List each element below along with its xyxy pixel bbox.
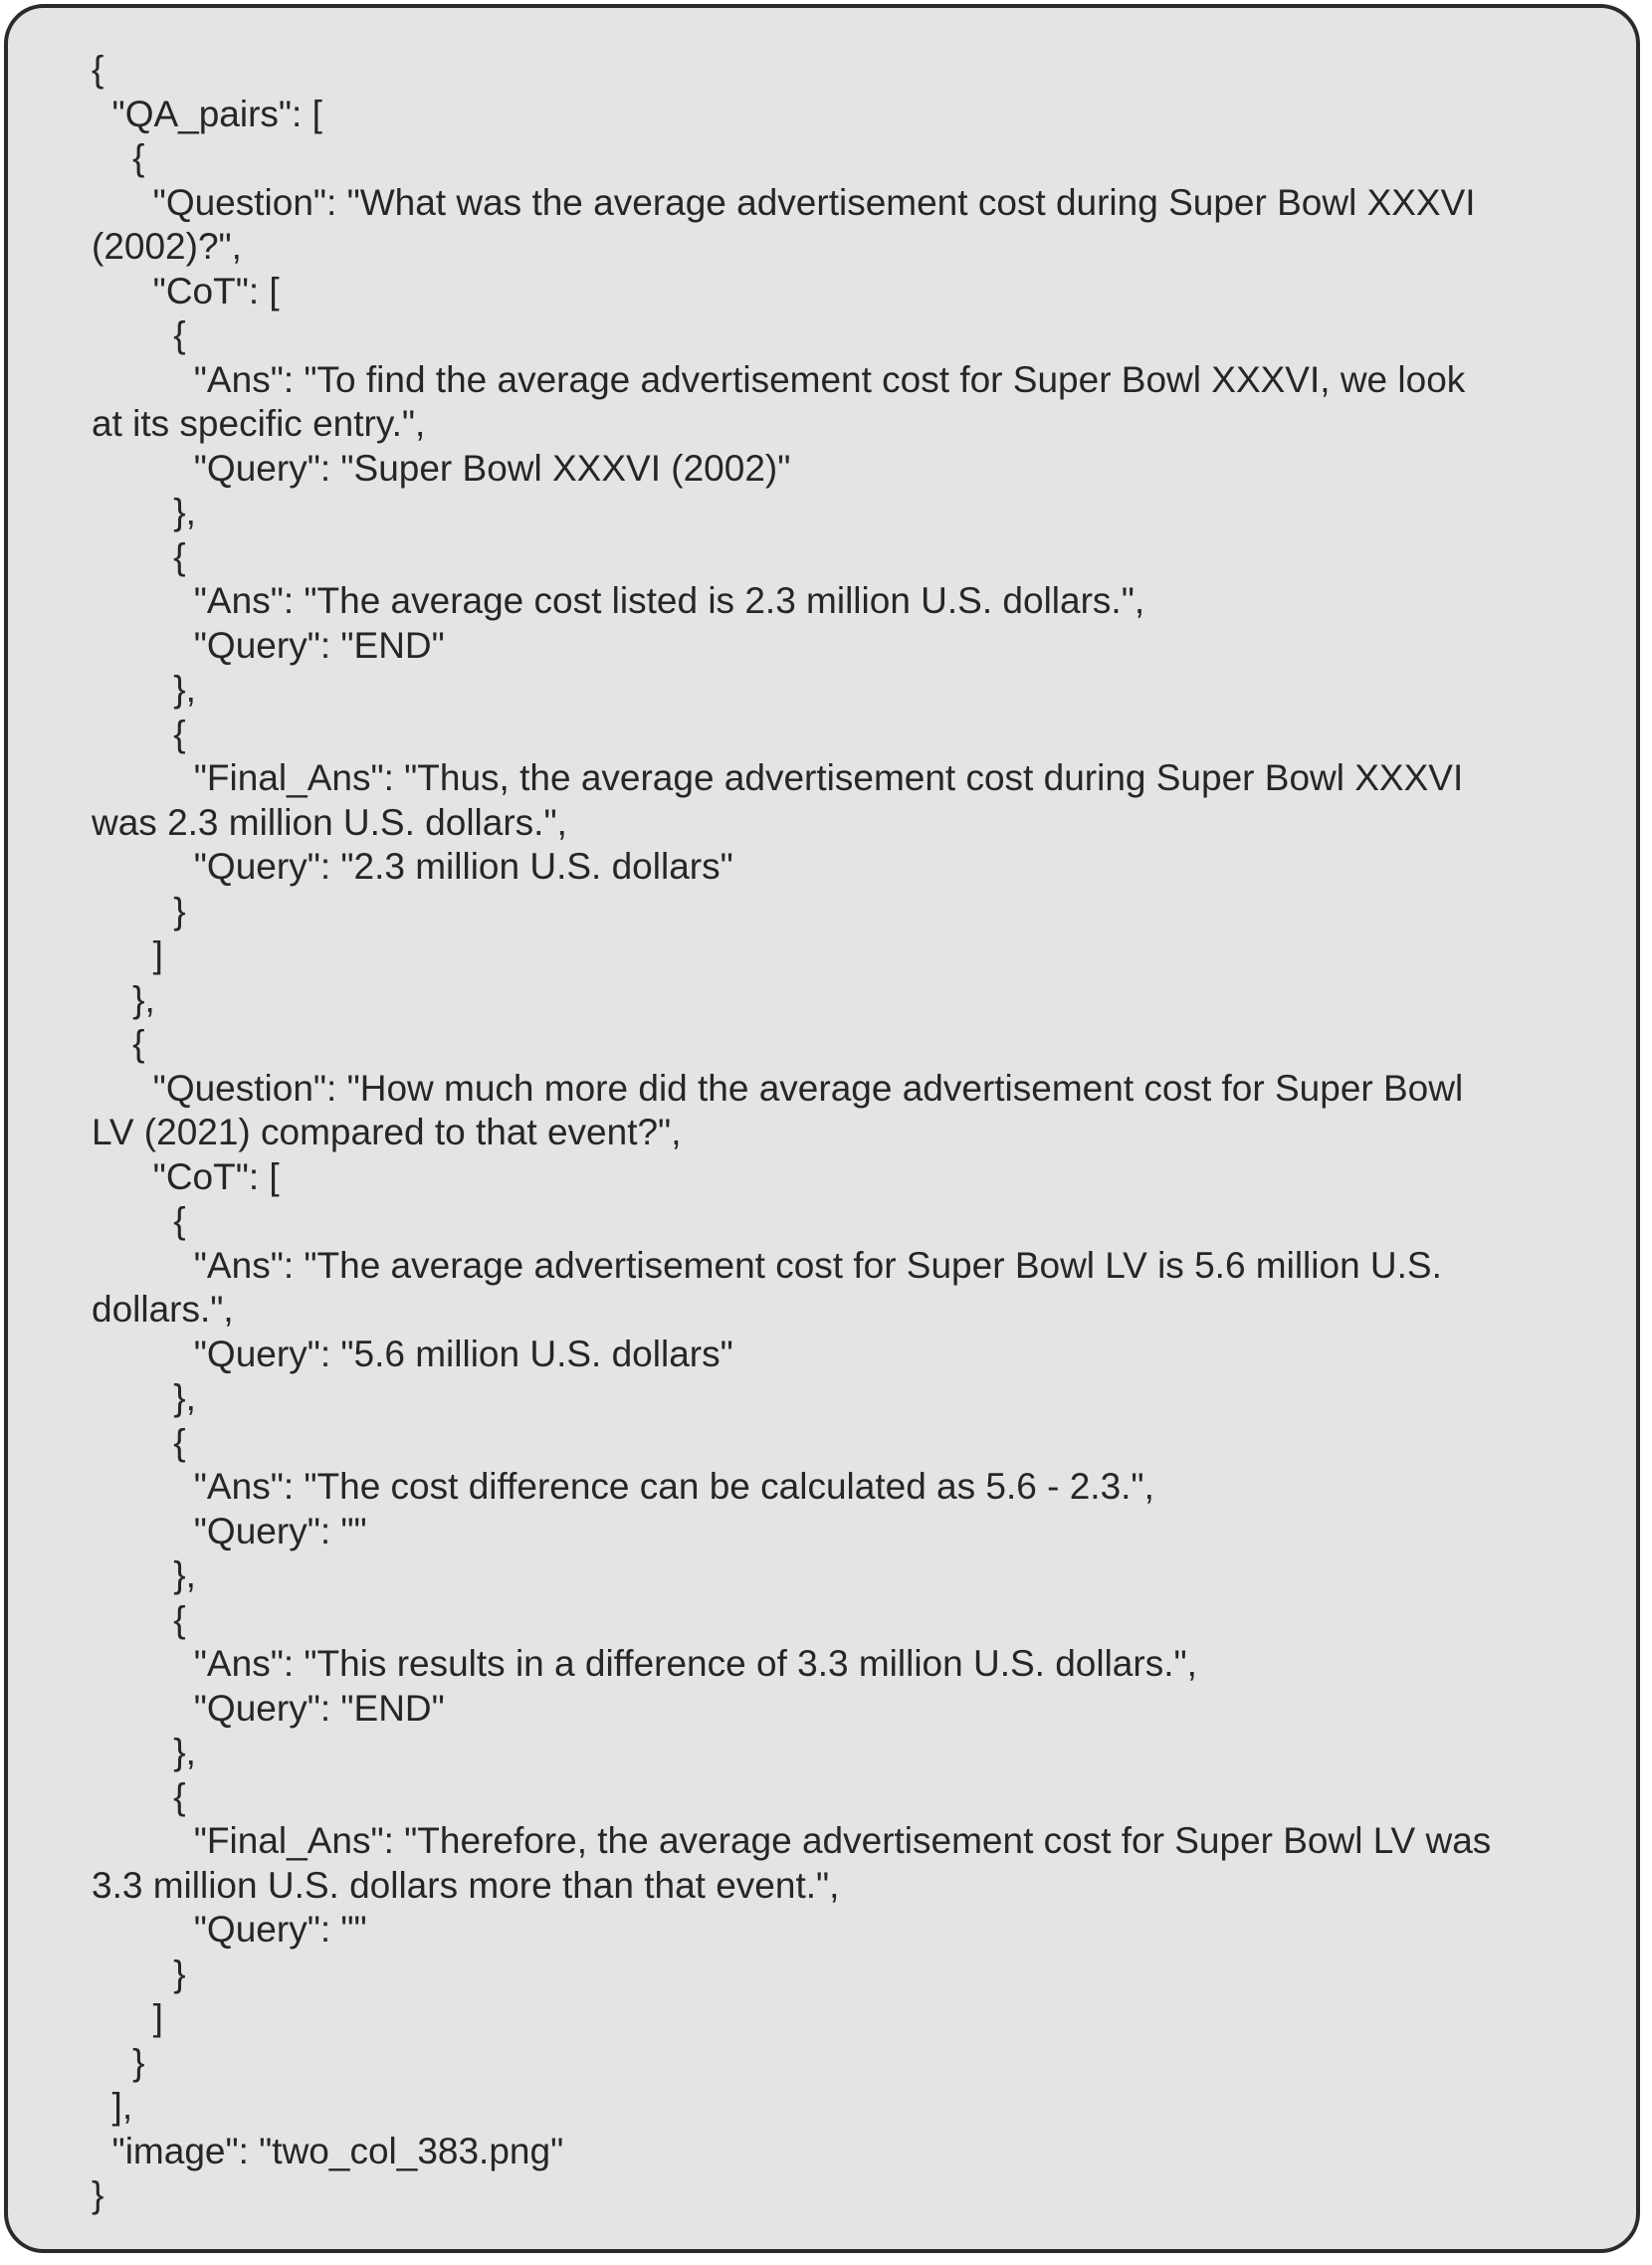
text-line: {	[92, 137, 145, 178]
text-line: },	[92, 978, 155, 1020]
text-line: "Ans": "The average advertisement cost for Super Bowl LV is 5.6 million U.S.	[92, 1244, 1442, 1286]
text-line: {	[92, 713, 186, 754]
text-line: },	[92, 1732, 196, 1772]
text-line: {	[92, 1775, 186, 1817]
text-line: "Query": "5.6 million U.S. dollars"	[92, 1333, 733, 1374]
text-line: "Final_Ans": "Therefore, the average advertisement cost for Super Bowl LV was	[92, 1820, 1492, 1861]
text-line: {	[92, 49, 104, 90]
text-line: {	[92, 535, 186, 577]
text-line: {	[92, 314, 186, 355]
text-line: {	[92, 1598, 186, 1640]
text-line: "Ans": "To find the average advertisement cost for Super Bowl XXXVI, we look	[92, 358, 1466, 400]
text-line: }	[92, 2041, 145, 2083]
text-line: {	[92, 1200, 186, 1241]
json-text-block	[92, 48, 1584, 2218]
text-line: (2002)?",	[92, 226, 242, 267]
text-line: ]	[92, 1997, 163, 2038]
text-line: dollars.",	[92, 1289, 234, 1330]
text-line: },	[92, 669, 196, 710]
text-line: "Question": "How much more did the average advertisement cost for Super Bowl	[92, 1067, 1464, 1109]
text-line: ],	[92, 2086, 133, 2127]
text-line: "Query": "Super Bowl XXXVI (2002)"	[92, 447, 791, 489]
text-line: was 2.3 million U.S. dollars.",	[92, 801, 567, 843]
text-line: "Query": ""	[92, 1510, 367, 1551]
text-line: "image": "two_col_383.png"	[92, 2130, 564, 2171]
json-card	[4, 4, 1640, 2253]
text-line: 3.3 million U.S. dollars more than that event.",	[92, 1864, 840, 1906]
text-line: {	[92, 1023, 145, 1064]
text-line: "Ans": "The average cost listed is 2.3 million U.S. dollars.",	[92, 580, 1145, 621]
text-line: "Query": "END"	[92, 624, 445, 666]
text-line: ]	[92, 934, 163, 975]
text-line: "CoT": [	[92, 270, 280, 311]
text-line: at its specific entry.",	[92, 403, 426, 444]
text-line: }	[92, 1953, 186, 1994]
text-line: }	[92, 890, 186, 931]
text-line: LV (2021) compared to that event?",	[92, 1112, 682, 1152]
text-line: {	[92, 1421, 186, 1463]
text-line: "Final_Ans": "Thus, the average advertisement cost during Super Bowl XXXVI	[92, 757, 1464, 798]
text-line: "Ans": "This results in a difference of 3.3 million U.S. dollars.",	[92, 1643, 1197, 1684]
text-line: "Query": "END"	[92, 1687, 445, 1729]
text-line: "Ans": "The cost difference can be calculated as 5.6 - 2.3.",	[92, 1466, 1154, 1507]
text-line: "CoT": [	[92, 1155, 280, 1197]
text-line: "QA_pairs": [	[92, 93, 322, 134]
text-line: },	[92, 492, 196, 532]
text-line: "Question": "What was the average advertisement cost during Super Bowl XXXVI	[92, 181, 1476, 223]
text-line: }	[92, 2174, 104, 2215]
text-line: },	[92, 1377, 196, 1418]
text-line: "Query": "2.3 million U.S. dollars"	[92, 846, 733, 887]
text-line: "Query": ""	[92, 1909, 367, 1950]
text-line: },	[92, 1554, 196, 1595]
